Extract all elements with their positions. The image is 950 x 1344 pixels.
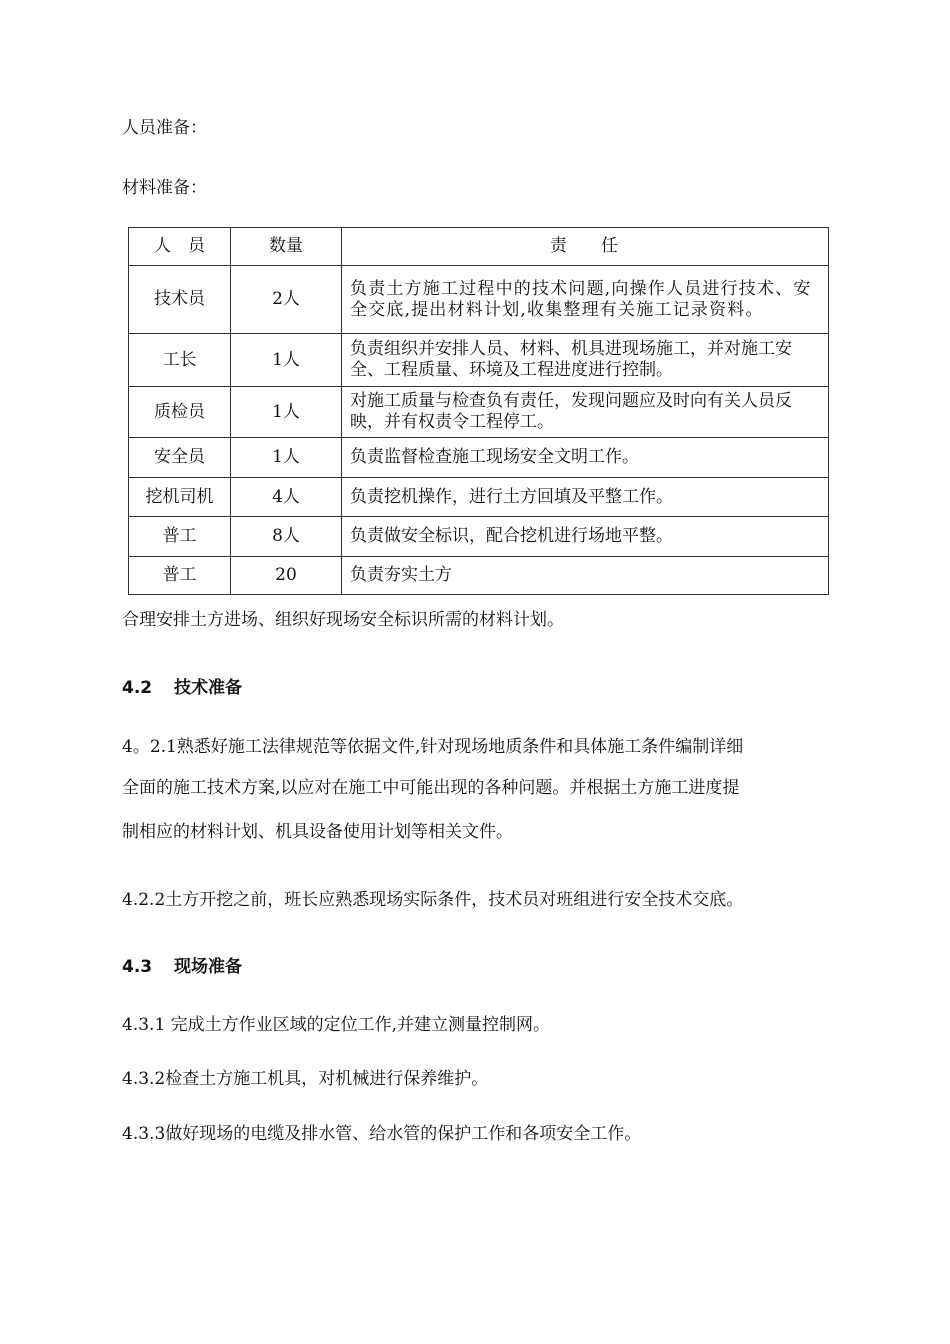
row-role: 普工 — [129, 557, 231, 595]
list-item: 4.3.1 完成土方作业区域的定位工作,并建立测量控制网。 — [122, 1015, 551, 1035]
table-row — [129, 387, 829, 438]
paragraph-line: 4.2.2土方开挖之前，班长应熟悉现场实际条件，技术员对班组进行安全技术交底。 — [122, 890, 744, 910]
row-role: 普工 — [129, 517, 231, 557]
paragraph-line: 制相应的材料计划、机具设备使用计划等相关文件。 — [122, 822, 513, 842]
row-duty: 负责监督检查施工现场安全文明工作。 — [342, 438, 829, 478]
table-row — [129, 334, 829, 387]
row-count: 1人 — [231, 438, 342, 478]
row-role: 技术员 — [129, 266, 231, 334]
paragraph-line: 全面的施工技术方案,以应对在施工中可能出现的各种问题。并根据土方施工进度提 — [122, 778, 740, 798]
row-duty: 负责做安全标识，配合挖机进行场地平整。 — [342, 517, 829, 557]
section-title: 现场准备 — [174, 957, 242, 977]
row-count: 20 — [231, 557, 342, 595]
section-4-2-heading — [122, 676, 242, 700]
header-count: 数量 — [231, 228, 342, 266]
header-duty: 责 任 — [342, 228, 829, 266]
materials-plan-text: 合理安排土方进场、组织好现场安全标识所需的材料计划。 — [122, 610, 564, 630]
row-role: 安全员 — [129, 438, 231, 478]
table-row — [129, 438, 829, 478]
header-role: 人 员 — [129, 228, 231, 266]
row-role: 工长 — [129, 334, 231, 387]
table-row — [129, 266, 829, 334]
row-duty: 负责土方施工过程中的技术问题,向操作人员进行技术、安全交底,提出材料计划,收集整理有关施工记录资料。 — [342, 266, 829, 334]
row-count: 1人 — [231, 334, 342, 387]
section-4-3-heading — [122, 955, 242, 979]
row-duty: 负责夯实土方 — [342, 557, 829, 595]
section-number: 4.2 — [122, 678, 153, 698]
row-duty: 负责挖机操作，进行土方回填及平整工作。 — [342, 478, 829, 517]
row-role: 质检员 — [129, 387, 231, 438]
section-number: 4.3 — [122, 957, 153, 977]
row-count: 8人 — [231, 517, 342, 557]
materials-label: 材料准备： — [122, 178, 207, 198]
list-item: 4.3.2检查土方施工机具，对机械进行保养维护。 — [122, 1069, 489, 1089]
table-row — [129, 478, 829, 517]
row-count: 2人 — [231, 266, 342, 334]
table-row — [129, 517, 829, 557]
row-count: 1人 — [231, 387, 342, 438]
row-role: 挖机司机 — [129, 478, 231, 517]
list-item: 4.3.3做好现场的电缆及排水管、给水管的保护工作和各项安全工作。 — [122, 1124, 642, 1144]
paragraph-line: 4。2.1熟悉好施工法律规范等依据文件,针对现场地质条件和具体施工条件编制详细 — [122, 737, 744, 757]
table-row — [129, 557, 829, 595]
section-title: 技术准备 — [174, 678, 242, 698]
row-duty: 对施工质量与检查负有责任，发现问题应及时向有关人员反映，并有权责令工程停工。 — [342, 387, 829, 438]
personnel-label: 人员准备： — [122, 118, 207, 138]
row-duty: 负责组织并安排人员、材料、机具进现场施工，并对施工安全、工程质量、环境及工程进度进行控制。 — [342, 334, 829, 387]
row-count: 4人 — [231, 478, 342, 517]
table-header-row — [129, 228, 829, 266]
staff-table — [128, 227, 829, 595]
